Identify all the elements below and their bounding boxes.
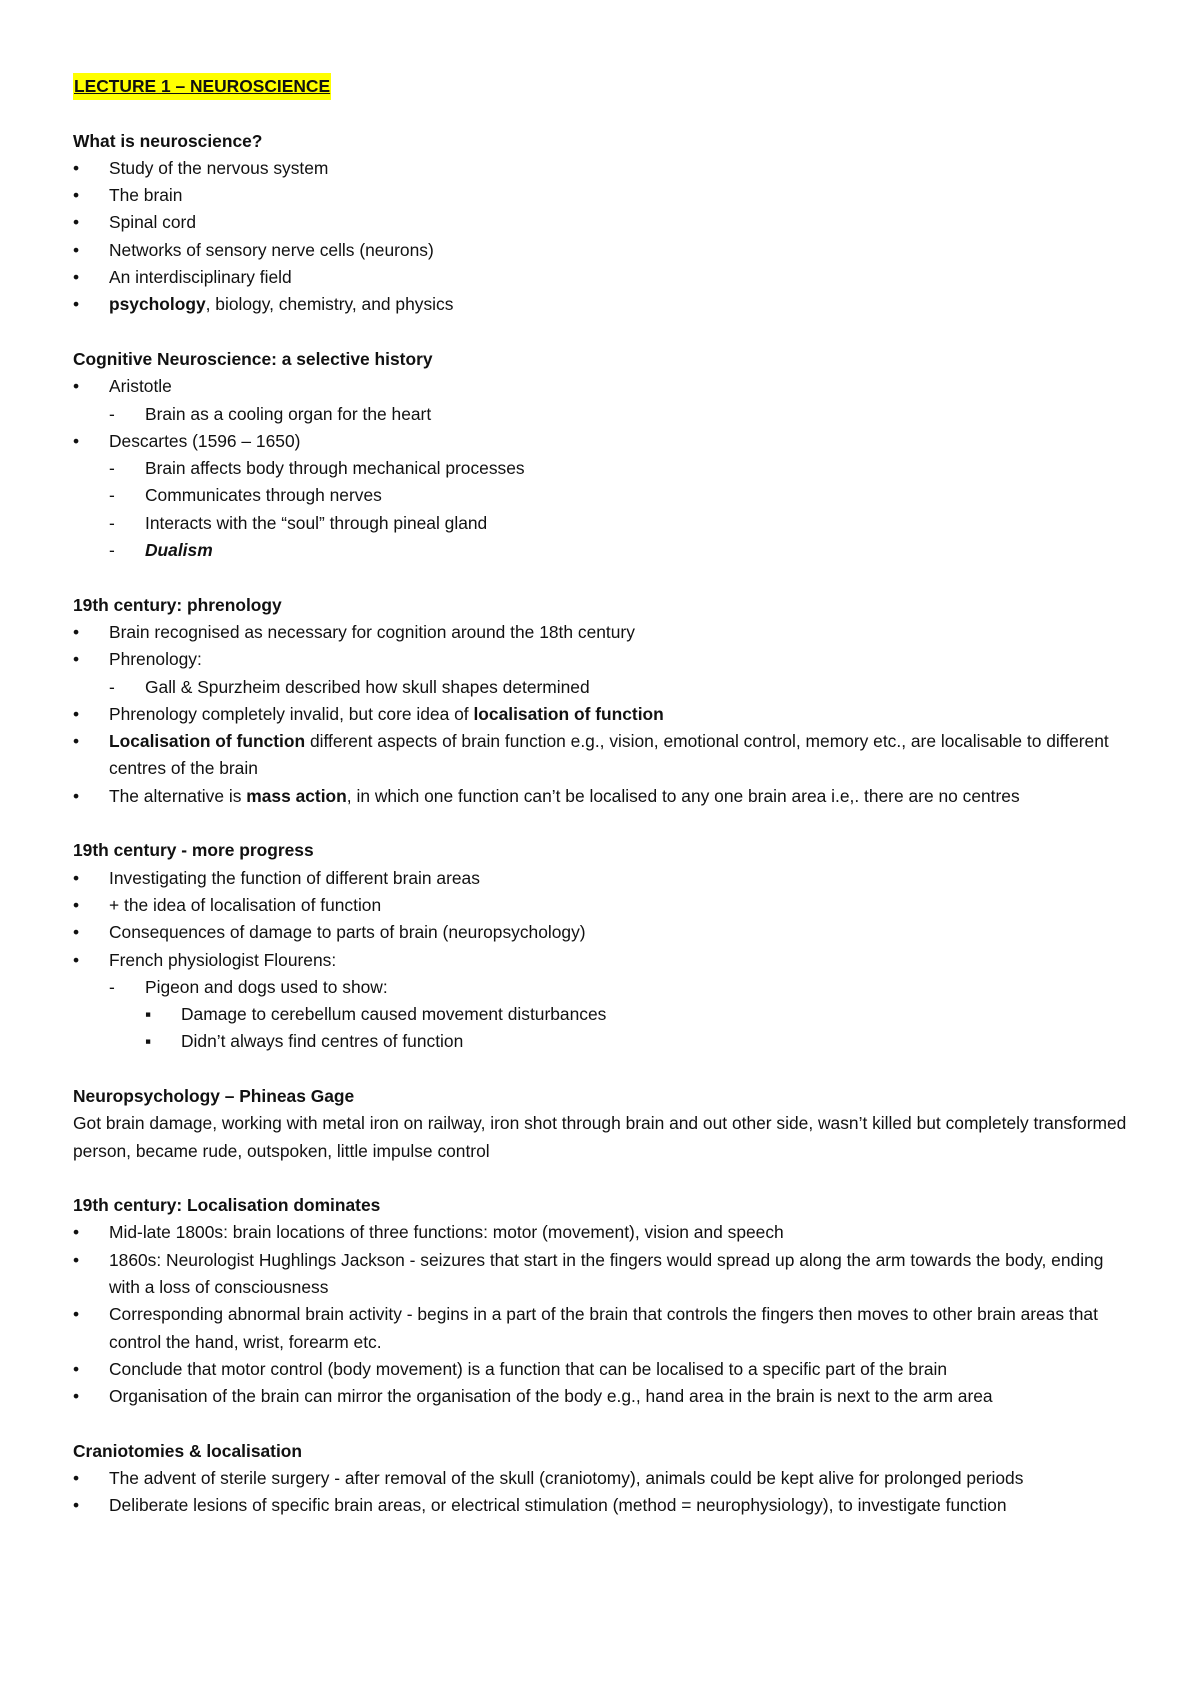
bold-italic-term: Dualism bbox=[145, 540, 213, 561]
bullet-marker: • bbox=[73, 894, 80, 915]
bullet-marker: - bbox=[109, 512, 115, 533]
text-segment: Phrenology completely invalid, but core idea of bbox=[109, 703, 474, 724]
list-item-text bbox=[109, 1465, 1133, 1492]
bullet-marker: - bbox=[109, 403, 115, 424]
list-item bbox=[73, 155, 1133, 182]
bullet-marker: - bbox=[109, 676, 115, 697]
list-item bbox=[73, 865, 1133, 892]
bullet-marker: • bbox=[73, 1495, 80, 1516]
list-item bbox=[73, 1301, 1133, 1356]
spacer bbox=[73, 1411, 1133, 1438]
list-item bbox=[73, 619, 1133, 646]
bullet-marker: • bbox=[73, 185, 80, 206]
list-item-text bbox=[109, 1247, 1133, 1302]
list-item-text bbox=[145, 674, 1133, 701]
list-item-text bbox=[109, 1301, 1133, 1356]
bullet-marker: • bbox=[73, 430, 80, 451]
list-item bbox=[73, 428, 1133, 455]
list-item bbox=[73, 537, 1133, 564]
bold-term: mass action bbox=[246, 785, 347, 806]
bullet-marker: • bbox=[73, 1222, 80, 1243]
bullet-marker: • bbox=[73, 157, 80, 178]
list-item-text bbox=[109, 237, 1133, 264]
text-segment: Brain affects body through mechanical processes bbox=[145, 458, 525, 479]
bullet-marker: ▪ bbox=[145, 1031, 152, 1052]
list-item-text bbox=[109, 428, 1133, 455]
bullet-marker: • bbox=[73, 621, 80, 642]
list-item bbox=[73, 482, 1133, 509]
text-segment: Spinal cord bbox=[109, 212, 197, 233]
spacer bbox=[73, 100, 1133, 127]
text-segment: Organisation of the brain can mirror the organisation of the body e.g., hand area in the brain is next to the arm area bbox=[109, 1386, 993, 1407]
bold-term: localisation of function bbox=[473, 703, 664, 724]
bullet-marker: ▪ bbox=[145, 1004, 152, 1025]
bullet-marker: • bbox=[73, 703, 80, 724]
list-item-text bbox=[181, 1028, 1133, 1055]
list-item-text bbox=[145, 401, 1133, 428]
list-item bbox=[73, 728, 1133, 783]
bullet-marker: • bbox=[73, 922, 80, 943]
text-segment: , biology, chemistry, and physics bbox=[205, 294, 454, 315]
list-item-text bbox=[145, 537, 1133, 564]
text-segment: Networks of sensory nerve cells (neurons) bbox=[109, 239, 434, 260]
list-item bbox=[73, 1383, 1133, 1410]
list-item bbox=[73, 182, 1133, 209]
bullet-marker: • bbox=[73, 867, 80, 888]
bold-term: psychology bbox=[109, 294, 206, 315]
list-item bbox=[73, 919, 1133, 946]
bullet-marker: • bbox=[73, 1358, 80, 1379]
list-item bbox=[73, 1219, 1133, 1246]
list-item bbox=[73, 1356, 1133, 1383]
list-item bbox=[73, 783, 1133, 810]
bullet-marker: • bbox=[73, 212, 80, 233]
text-segment: Study of the nervous system bbox=[109, 157, 329, 178]
spacer bbox=[73, 564, 1133, 591]
list-item-text bbox=[109, 1219, 1133, 1246]
spacer bbox=[73, 1165, 1133, 1192]
list-item-text bbox=[145, 974, 1133, 1001]
list-item bbox=[73, 646, 1133, 673]
list-item-text bbox=[109, 783, 1133, 810]
list-item-text bbox=[109, 728, 1133, 783]
bullet-marker: - bbox=[109, 540, 115, 561]
list-item-text bbox=[109, 1356, 1133, 1383]
bullet-marker: • bbox=[73, 785, 80, 806]
bullet-marker: • bbox=[73, 376, 80, 397]
text-segment: Interacts with the “soul” through pineal gland bbox=[145, 512, 488, 533]
text-segment: The alternative is bbox=[109, 785, 247, 806]
list-item-text bbox=[109, 947, 1133, 974]
text-segment: French physiologist Flourens: bbox=[109, 949, 337, 970]
list-item bbox=[73, 209, 1133, 236]
text-segment: Communicates through nerves bbox=[145, 485, 382, 506]
text-segment: , in which one function can’t be localised to any one brain area i.e,. there are no centres bbox=[346, 785, 1020, 806]
list-item-text bbox=[109, 264, 1133, 291]
section-heading: What is neuroscience? bbox=[73, 130, 263, 151]
list-item bbox=[73, 974, 1133, 1001]
list-item bbox=[73, 455, 1133, 482]
text-segment: Deliberate lesions of specific brain areas, or electrical stimulation (method = neurophysiology), to investigate function bbox=[109, 1495, 1007, 1516]
list-item-text bbox=[109, 892, 1133, 919]
text-segment: Aristotle bbox=[109, 376, 172, 397]
section-heading: Cognitive Neuroscience: a selective history bbox=[73, 348, 433, 369]
spacer bbox=[73, 810, 1133, 837]
text-segment: Damage to cerebellum caused movement disturbances bbox=[181, 1004, 607, 1025]
document-title bbox=[73, 73, 1133, 100]
list-item bbox=[73, 373, 1133, 400]
list-item-text bbox=[109, 865, 1133, 892]
list-item-text bbox=[181, 1001, 1133, 1028]
spacer bbox=[73, 1056, 1133, 1083]
list-item-text bbox=[109, 919, 1133, 946]
section-heading: 19th century: Localisation dominates bbox=[73, 1195, 381, 1216]
spacer bbox=[73, 319, 1133, 346]
text-segment: The brain bbox=[109, 185, 183, 206]
bullet-marker: • bbox=[73, 1386, 80, 1407]
text-segment: An interdisciplinary field bbox=[109, 267, 292, 288]
text-segment: Phrenology: bbox=[109, 649, 202, 670]
list-item-text bbox=[109, 1383, 1133, 1410]
bullet-marker: • bbox=[73, 1304, 80, 1325]
section-heading: 19th century: phrenology bbox=[73, 594, 282, 615]
list-item bbox=[73, 1028, 1133, 1055]
section-heading: 19th century - more progress bbox=[73, 840, 314, 861]
list-item-text bbox=[109, 155, 1133, 182]
bold-term: Localisation of function bbox=[109, 731, 306, 752]
bullet-marker: • bbox=[73, 731, 80, 752]
bullet-marker: • bbox=[73, 949, 80, 970]
text-segment: 1860s: Neurologist Hughlings Jackson - seizures that start in the fingers would spread up along the arm towards the body, ending with a loss of consciousness bbox=[109, 1249, 1104, 1298]
bullet-marker: • bbox=[73, 294, 80, 315]
list-item bbox=[73, 674, 1133, 701]
list-item bbox=[73, 1492, 1133, 1519]
text-segment: Brain recognised as necessary for cognition around the 18th century bbox=[109, 621, 635, 642]
section-heading: Craniotomies & localisation bbox=[73, 1440, 303, 1461]
list-item-text bbox=[109, 1492, 1133, 1519]
document-page bbox=[73, 73, 1133, 1520]
list-item bbox=[73, 947, 1133, 974]
list-item-text bbox=[145, 510, 1133, 537]
list-item bbox=[73, 892, 1133, 919]
list-item bbox=[73, 510, 1133, 537]
sections-container bbox=[73, 128, 1133, 1520]
paragraph-text: Got brain damage, working with metal iron on railway, iron shot through brain and out other side, wasn’t killed but completely transformed person, became rude, outspoken, little impulse control bbox=[73, 1113, 1127, 1161]
text-segment: Didn’t always find centres of function bbox=[181, 1031, 464, 1052]
list-item bbox=[73, 401, 1133, 428]
text-segment: The advent of sterile surgery - after removal of the skull (craniotomy), animals could be kept alive for prolonged periods bbox=[109, 1468, 1024, 1489]
list-item-text bbox=[109, 619, 1133, 646]
text-segment: Investigating the function of different brain areas bbox=[109, 867, 480, 888]
text-segment: Brain as a cooling organ for the heart bbox=[145, 403, 432, 424]
text-segment: + the idea of localisation of function bbox=[109, 894, 382, 915]
text-segment: Mid-late 1800s: brain locations of three functions: motor (movement), vision and speech bbox=[109, 1222, 784, 1243]
list-item bbox=[73, 264, 1133, 291]
list-item bbox=[73, 1001, 1133, 1028]
list-item-text bbox=[109, 646, 1133, 673]
list-item-text bbox=[145, 482, 1133, 509]
bullet-marker: • bbox=[73, 1468, 80, 1489]
list-item-text bbox=[145, 455, 1133, 482]
text-segment: Consequences of damage to parts of brain (neuropsychology) bbox=[109, 922, 586, 943]
bullet-marker: • bbox=[73, 267, 80, 288]
section-heading: Neuropsychology – Phineas Gage bbox=[73, 1085, 355, 1106]
list-item-text bbox=[109, 209, 1133, 236]
text-segment: Descartes (1596 – 1650) bbox=[109, 430, 301, 451]
list-item bbox=[73, 291, 1133, 318]
text-segment: Conclude that motor control (body movement) is a function that can be localised to a specific part of the brain bbox=[109, 1358, 948, 1379]
text-segment: Corresponding abnormal brain activity - begins in a part of the brain that controls the fingers then moves to other brain areas that control the hand, wrist, forearm etc. bbox=[109, 1304, 1098, 1352]
list-item-text bbox=[109, 373, 1133, 400]
list-item-text bbox=[109, 182, 1133, 209]
list-item-text bbox=[109, 701, 1133, 728]
list-item-text bbox=[109, 291, 1133, 318]
section-paragraph bbox=[73, 1110, 1133, 1165]
bullet-marker: - bbox=[109, 458, 115, 479]
list-item bbox=[73, 237, 1133, 264]
bullet-marker: - bbox=[109, 485, 115, 506]
bullet-marker: - bbox=[109, 976, 115, 997]
list-item bbox=[73, 701, 1133, 728]
title-highlight: LECTURE 1 – NEUROSCIENCE bbox=[73, 73, 331, 100]
list-item bbox=[73, 1465, 1133, 1492]
text-segment: different aspects of brain function e.g., vision, emotional control, memory etc., are localisable to different centres of the brain bbox=[109, 731, 1109, 779]
bullet-marker: • bbox=[73, 239, 80, 260]
text-segment: Pigeon and dogs used to show: bbox=[145, 976, 388, 997]
list-item bbox=[73, 1247, 1133, 1302]
bullet-marker: • bbox=[73, 649, 80, 670]
bullet-marker: • bbox=[73, 1249, 80, 1270]
text-segment: Gall & Spurzheim described how skull shapes determined bbox=[145, 676, 590, 697]
